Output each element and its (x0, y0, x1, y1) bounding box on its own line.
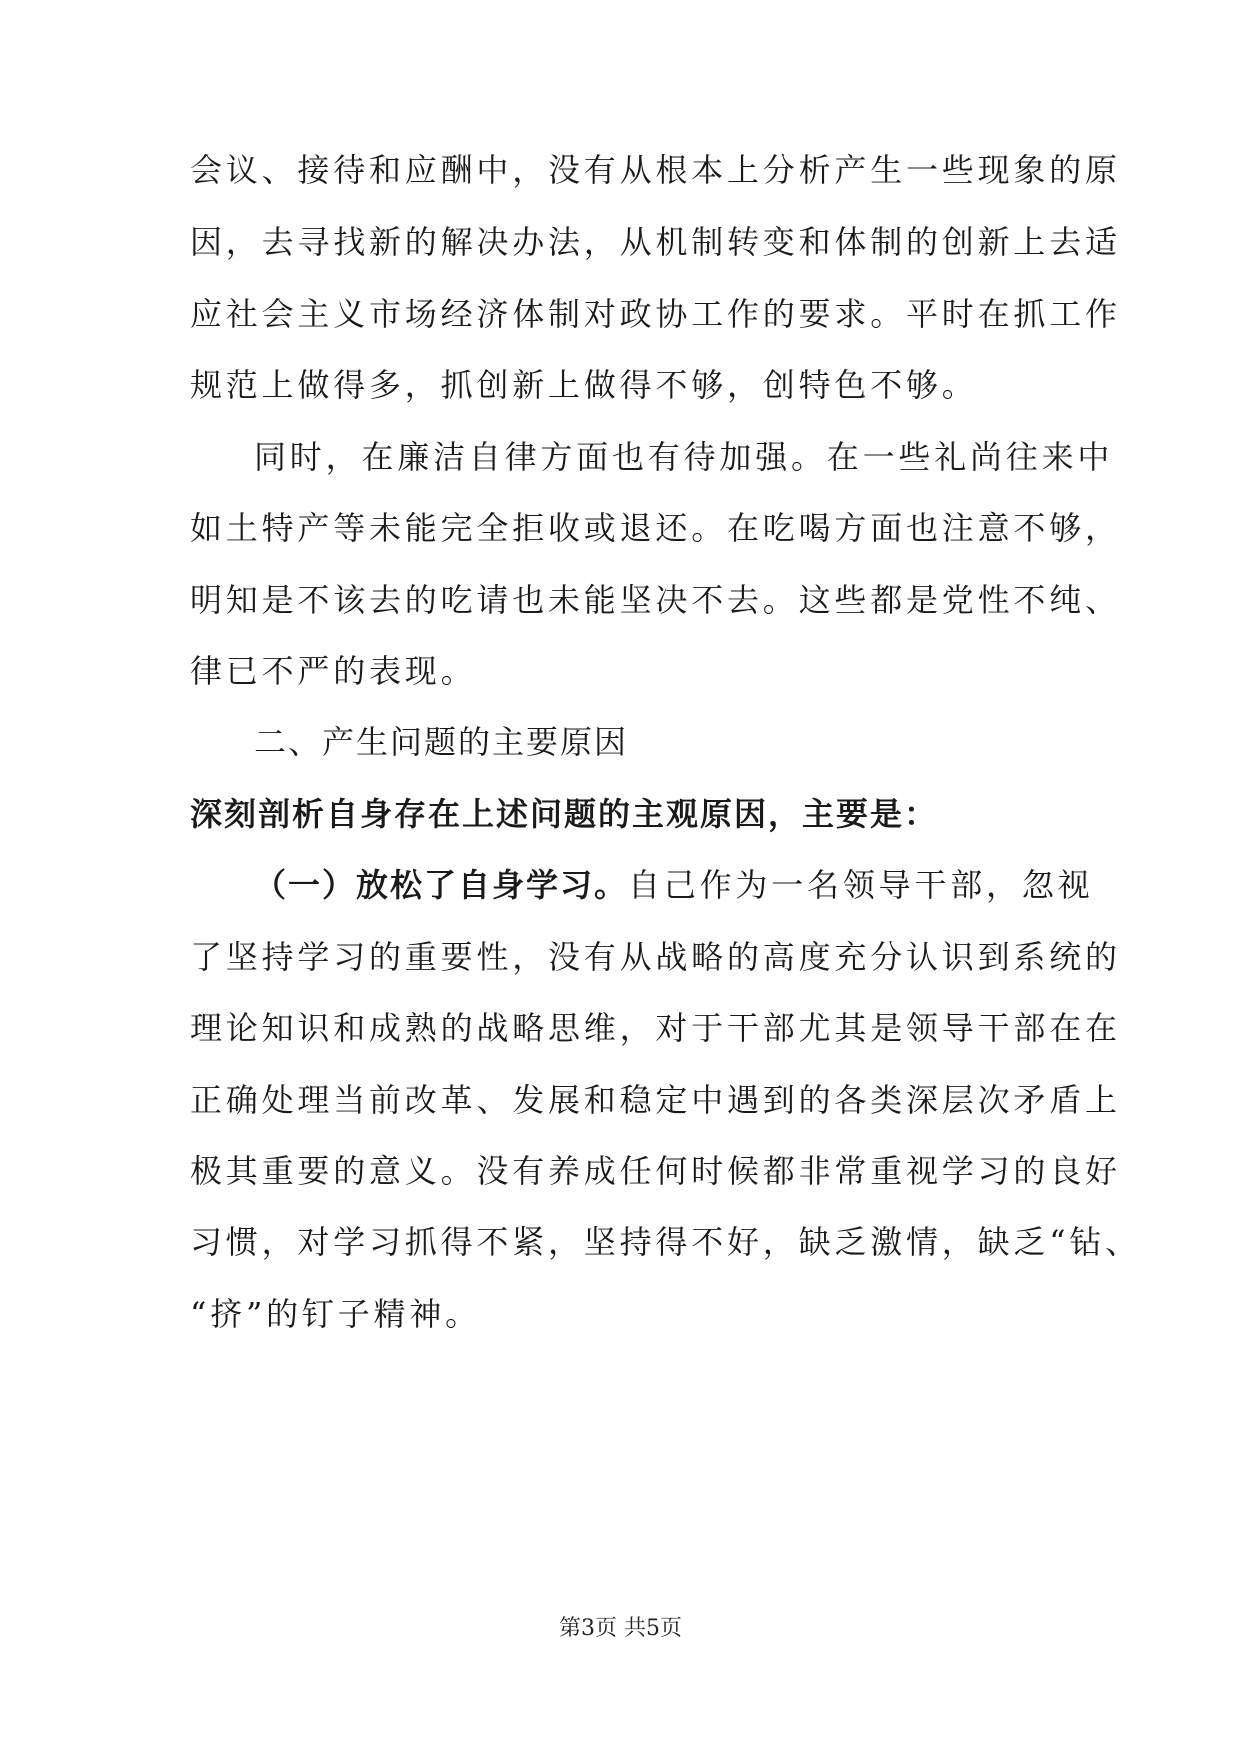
text-line: 如土特产等未能完全拒收或退还。在吃喝方面也注意不够， (190, 509, 1121, 547)
text-line: 明知是不该去的吃请也未能坚决不去。这些都是党性不纯、 (190, 581, 1121, 619)
text-line: 律已不严的表现。 (190, 652, 477, 690)
page-footer: 第3页 共5页 (559, 1616, 682, 1641)
text-line: 应社会主义市场经济体制对政协工作的要求。平时在抓工作 (190, 295, 1121, 333)
text-line: 正确处理当前改革、发展和稳定中遇到的各类深层次矛盾上 (190, 1081, 1121, 1119)
subsection-title: （一）放松了自身学习。 (254, 866, 629, 904)
text-line: “挤”的钉子精神。 (190, 1295, 481, 1333)
text-line: 极其重要的意义。没有养成任何时候都非常重视学习的良好 (190, 1152, 1121, 1190)
bold-intro-line: 深刻剖析自身存在上述问题的主观原因，主要是： (190, 795, 939, 833)
section-heading: 二、产生问题的主要原因 (254, 723, 629, 761)
text-line: 规范上做得多，抓创新上做得不够，创特色不够。 (190, 366, 978, 404)
text-line: 了坚持学习的重要性，没有从战略的高度充分认识到系统的 (190, 938, 1121, 976)
text-line (254, 865, 1124, 905)
text-line: 习惯，对学习抓得不紧，坚持得不好，缺乏激情，缺乏“钻、 (190, 1223, 1141, 1261)
text-line: 会议、接待和应酬中，没有从根本上分析产生一些现象的原 (190, 151, 1121, 189)
text-span: 自己作为一名领导干部，忽视 (628, 866, 1094, 904)
text-line: 同时，在廉洁自律方面也有待加强。在一些礼尚往来中 (254, 438, 1114, 476)
text-line: 因，去寻找新的解决办法，从机制转变和体制的创新上去适 (190, 223, 1121, 261)
text-line: 理论知识和成熟的战略思维，对于干部尤其是领导干部在在 (190, 1009, 1121, 1047)
